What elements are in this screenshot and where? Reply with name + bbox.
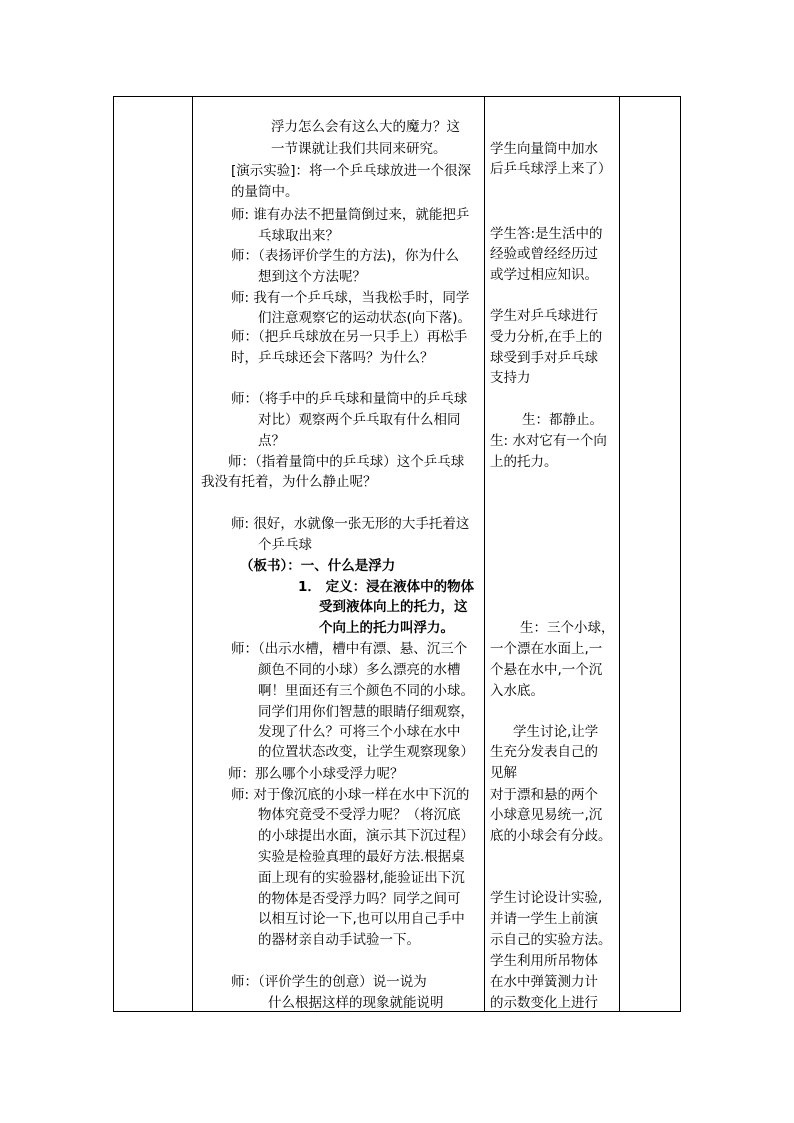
text-line: 发现了什么？可将三个小球在水中 bbox=[258, 724, 461, 740]
text-line: 上的托力。 bbox=[490, 454, 558, 470]
text-line: 支持力 bbox=[490, 370, 531, 386]
text-line: 生：都静止。 bbox=[522, 412, 603, 428]
text-line: 生：三个小球， bbox=[520, 620, 615, 636]
text-line: 们注意观察它的运动状态(向下落)。 bbox=[258, 310, 472, 326]
definition-line: 受到液体向上的托力，这 bbox=[319, 599, 468, 615]
text-line: 师：（指着量筒中的乒乓球）这个乒乓球 bbox=[228, 454, 465, 470]
text-line: 在水中弹簧测力计 bbox=[490, 974, 598, 990]
text-line: 以相互讨论一下,也可以用自己手中 bbox=[258, 911, 465, 927]
text-line: 球受到手对乒乓球 bbox=[490, 350, 598, 366]
text-line: 面上现有的实验器材,能验证出下沉 bbox=[258, 870, 465, 886]
text-line: 啊！里面还有三个颜色不同的小球。 bbox=[258, 683, 474, 699]
text-line: 示自己的实验方法。 bbox=[490, 932, 612, 948]
text-line: 后乒乓球浮上来了） bbox=[490, 161, 612, 177]
text-line: 学生利用所吊物体 bbox=[490, 953, 598, 969]
text-line: 底的小球会有分歧。 bbox=[490, 828, 612, 844]
text-line: 师：（评价学生的创意）说一说为 bbox=[231, 974, 427, 990]
text-line: 学生讨论,让学 bbox=[513, 724, 599, 740]
text-line: 对比）观察两个乒乓取有什么相同 bbox=[258, 412, 461, 428]
text-line: [演示实验]：将一个乒乓球放进一个很深 bbox=[231, 163, 472, 179]
column-divider bbox=[192, 96, 193, 1012]
text-line: 生充分发表自己的 bbox=[490, 744, 598, 760]
text-line: 受力分析,在手上的 bbox=[490, 329, 603, 345]
text-line: 想到这个方法呢？ bbox=[258, 269, 366, 285]
text-line: 生: 水对它有一个向 bbox=[490, 433, 607, 449]
text-line: 师: 对于像沉底的小球一样在水中下沉的 bbox=[231, 787, 470, 803]
text-line: 的小球提出水面，演示其下沉过程） bbox=[258, 828, 474, 844]
text-line: 的量筒中。 bbox=[231, 184, 299, 200]
text-line: 师: 我有一个乒乓球，当我松手时，同学 bbox=[231, 290, 470, 306]
text-line: 或学过相应知识。 bbox=[490, 267, 598, 283]
text-line: 师：（出示水槽，槽中有漂、悬、沉三个 bbox=[231, 641, 468, 657]
text-line: 一节课就让我们共同来研究。 bbox=[271, 141, 447, 157]
text-line: 见解 bbox=[490, 765, 517, 781]
column-divider bbox=[619, 96, 620, 1012]
text-line: 经验或曾经经历过 bbox=[490, 246, 598, 262]
text-line: 浮力怎么会有这么大的魔力？这 bbox=[271, 119, 460, 135]
text-line: 师: 谁有办法不把量筒倒过来，就能把乒 bbox=[231, 207, 470, 223]
text-line: 学生答:是生活中的 bbox=[490, 226, 603, 242]
text-line: 对于漂和悬的两个 bbox=[490, 787, 598, 803]
text-line: 师：（表扬评价学生的方法)，你为什么 bbox=[231, 248, 460, 264]
text-line: 什么根据这样的现象就能说明 bbox=[268, 995, 444, 1011]
definition-line: 1． 定义：浸在液体中的物体 bbox=[298, 579, 475, 595]
text-line: 师: 很好，水就像一张无形的大手托着这 bbox=[231, 516, 470, 532]
text-line: 点？ bbox=[258, 433, 285, 449]
text-line: 实验是检验真理的最好方法.根据桌 bbox=[258, 849, 465, 865]
text-line: 师：（将手中的乒乓球和量筒中的乒乓球 bbox=[231, 391, 468, 407]
text-line: 一个漂在水面上,一 bbox=[490, 641, 603, 657]
text-line: 的器材亲自动手试验一下。 bbox=[258, 932, 420, 948]
text-line: 师：那么哪个小球受浮力呢？ bbox=[228, 766, 404, 782]
text-line: 并请一学生上前演 bbox=[490, 911, 598, 927]
text-line: 乓球取出来？ bbox=[258, 228, 339, 244]
board-heading: （板书）：一、什么是浮力 bbox=[240, 558, 396, 574]
text-line: 学生向量筒中加水 bbox=[490, 141, 598, 157]
text-line: 颜色不同的小球）多么漂亮的水槽 bbox=[258, 662, 461, 678]
text-line: 我没有托着，为什么静止呢？ bbox=[201, 474, 377, 490]
text-line: 师：（把乒乓球放在另一只手上）再松手 bbox=[231, 329, 468, 345]
text-line: 个乒乓球 bbox=[258, 537, 312, 553]
text-line: 同学们用你们智慧的眼睛仔细观察， bbox=[258, 704, 474, 720]
definition-line: 个向上的托力叫浮力。 bbox=[319, 620, 454, 636]
text-line: 物体究竟受不受浮力呢？（将沉底 bbox=[258, 807, 461, 823]
text-line: 学生对乒乓球进行 bbox=[490, 308, 598, 324]
column-divider bbox=[484, 96, 485, 1012]
text-line: 学生讨论设计实验, bbox=[490, 890, 603, 906]
text-line: 入水底。 bbox=[490, 683, 544, 699]
text-line: 个悬在水中,一个沉 bbox=[490, 662, 603, 678]
text-line: 的示数变化上进行 bbox=[490, 995, 598, 1011]
text-line: 的位置状态改变，让学生观察现象） bbox=[258, 744, 474, 760]
text-line: 时，乒乓球还会下落吗？为什么？ bbox=[231, 350, 434, 366]
text-line: 小球意见易统一,沉 bbox=[490, 807, 603, 823]
text-line: 的物体是否受浮力吗？同学之间可 bbox=[258, 891, 461, 907]
